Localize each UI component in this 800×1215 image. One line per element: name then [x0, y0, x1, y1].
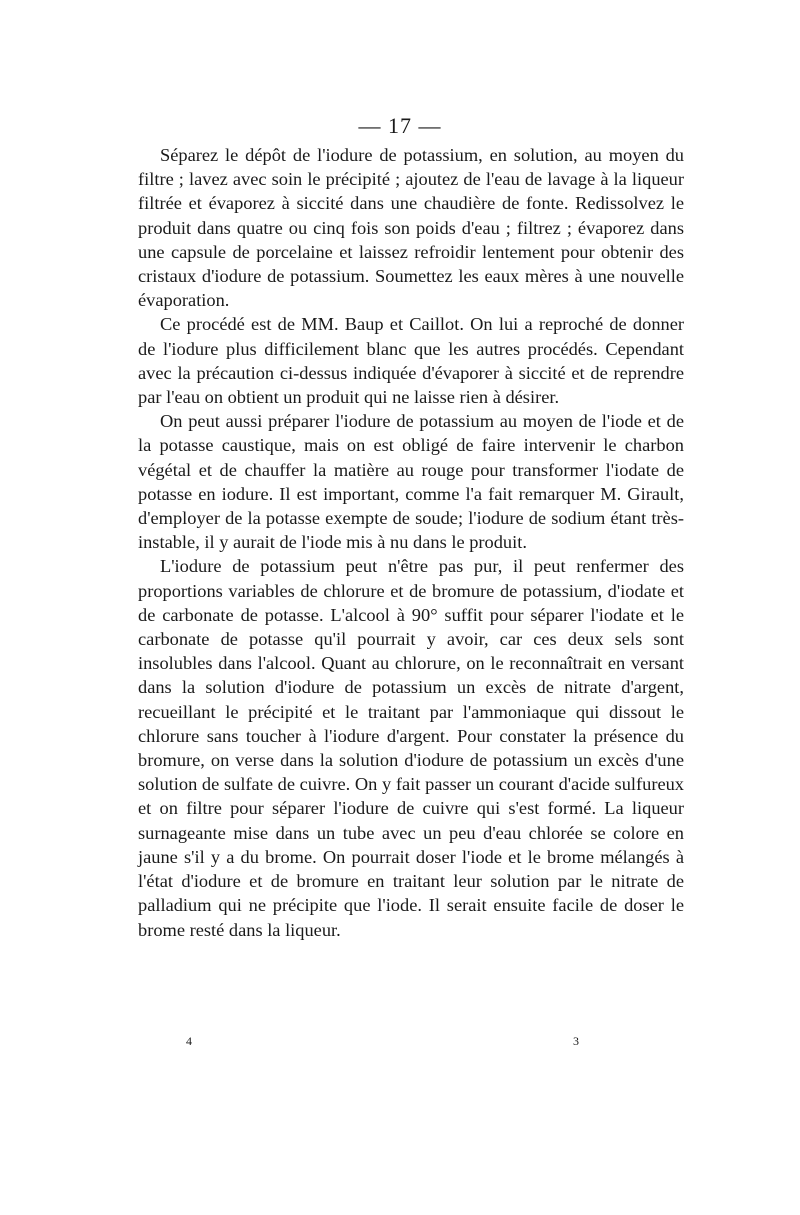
paragraph: On peut aussi préparer l'iodure de potassium au moyen de l'iode et de la potasse caustique, mais on est obligé de faire intervenir le charbon végétal et de chauffer la matière au rouge pour transformer l'iodate de potasse en iodure. Il est important, comme l'a fait remarquer M. Girault, d'employer de la potasse exempte de soude; l'iodure de sodium étant très-instable, il y aurait de l'iode mis à nu dans le produit.: [138, 411, 684, 553]
signature-mark-right: 3: [573, 1034, 579, 1048]
paragraph: L'iodure de potassium peut n'être pas pur, il peut renfermer des proportions variables de chlorure et de bromure de potassium, d'iodate et de carbonate de potasse. L'alcool à 90° suffit pour séparer l'iodate et le carbonate de potasse qu'il pourrait y avoir, car ces deux sels sont insolubles dans l'alcool. Quant au chlorure, on le reconnaîtrait en versant dans la solution d'iodure de potassium un excès de nitrate d'argent, recueillant le précipité et le traitant par l'ammoniaque qui dissout le chlorure sans toucher à l'iodure d'argent. Pour constater la présence du bromure, on verse dans la solution d'iodure de potassium un excès d'une solution de sulfate de cuivre. On y fait passer un courant d'acide sulfureux et on filtre pour séparer l'iodure de cuivre qui s'est formé. La liqueur surnageante mise dans un tube avec un peu d'eau chlorée se colore en jaune s'il y a du brome. On pourrait doser l'iode et le brome mélangés à l'état d'iodure et de bromure en traitant leur solution par le nitrate de palladium qui ne précipite que l'iode. Il serait ensuite facile de doser le brome resté dans la liqueur.: [138, 556, 684, 940]
paragraph: Ce procédé est de MM. Baup et Caillot. On lui a reproché de donner de l'iodure plus difficilement blanc que les autres procédés. Cependant avec la précaution ci-dessus indiquée d'évaporer à siccité et de reprendre par l'eau on obtient un produit qui ne laisse rien à désirer.: [138, 314, 684, 408]
paragraph: Séparez le dépôt de l'iodure de potassium, en solution, au moyen du filtre ; lavez avec soin le précipité ; ajoutez de l'eau de lavage à la liqueur filtrée et évaporez à siccité dans une chaudière de fonte. Redissolvez le produit dans quatre ou cinq fois son poids d'eau ; filtrez ; évaporez dans une capsule de porcelaine et laissez refroidir lentement pour obtenir des cristaux d'iodure de potassium. Soumettez les eaux mères à une nouvelle évaporation.: [138, 145, 684, 311]
signature-mark-left: 4: [186, 1034, 192, 1048]
page-number: — 17 —: [358, 113, 442, 138]
body-text: [138, 143, 684, 942]
